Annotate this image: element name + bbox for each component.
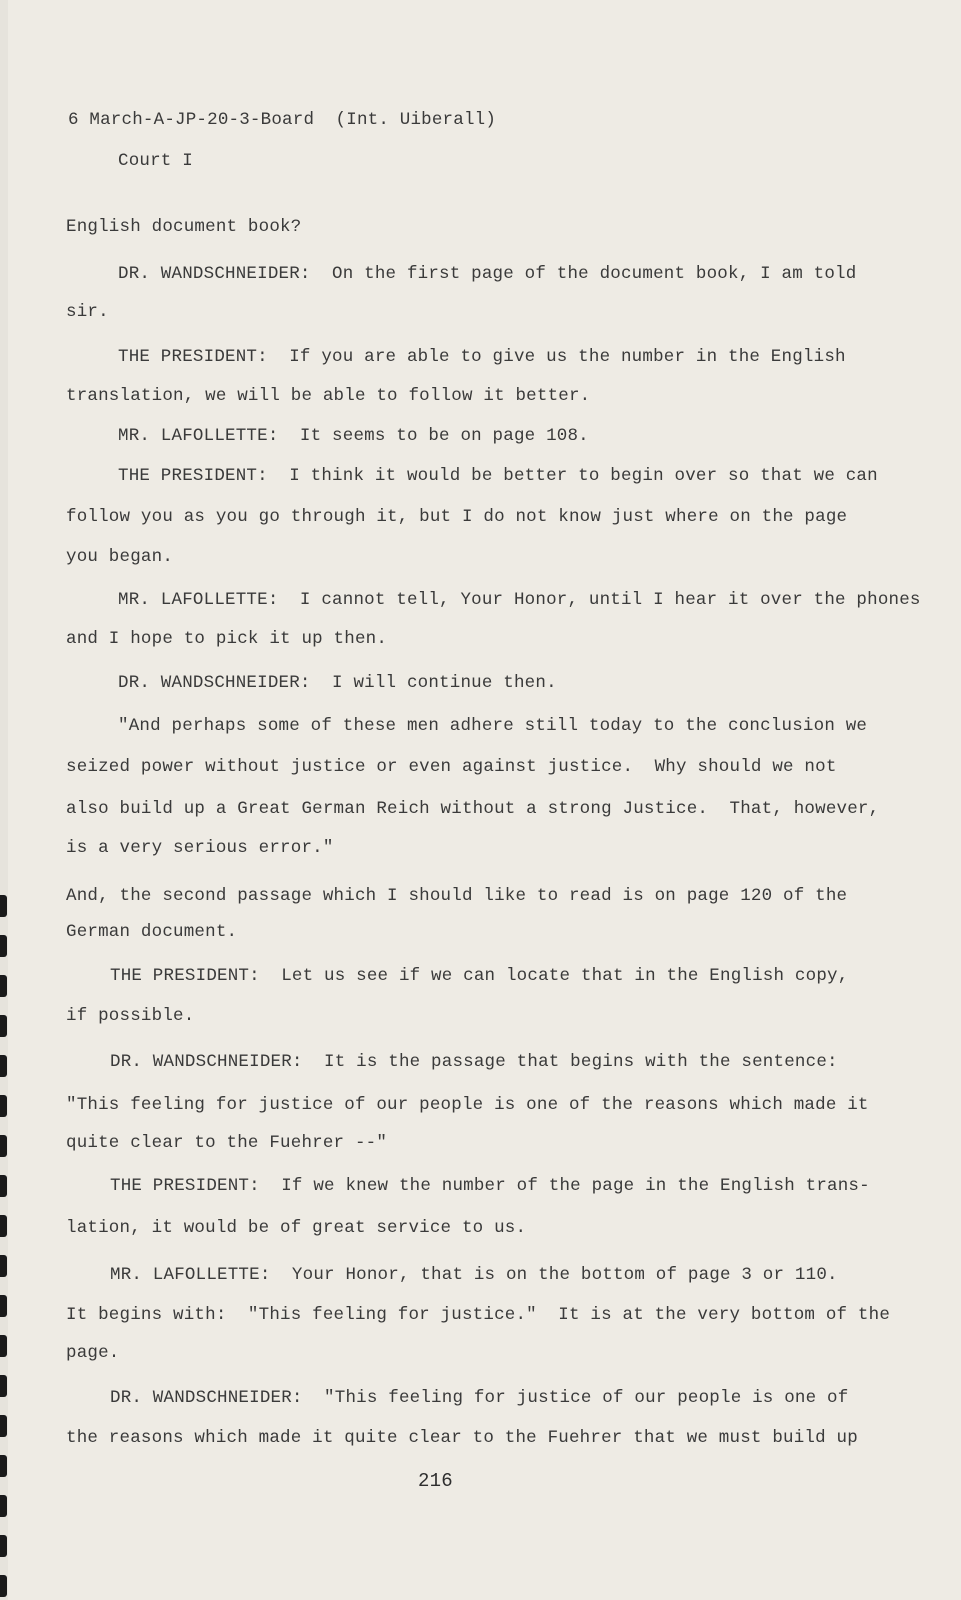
text-line: translation, we will be able to follow it better.	[66, 386, 591, 406]
text-line: lation, it would be of great service to us.	[66, 1218, 527, 1238]
text-line: English document book?	[66, 217, 302, 237]
text-line: the reasons which made it quite clear to the Fuehrer that we must build up	[66, 1428, 858, 1448]
binding-hole	[0, 1335, 7, 1357]
binding-hole	[0, 975, 7, 997]
text-line: seized power without justice or even against justice. Why should we not	[66, 757, 837, 777]
binding-hole	[0, 1575, 7, 1597]
text-line: THE PRESIDENT: I think it would be better to begin over so that we can	[118, 466, 878, 486]
text-line: DR. WANDSCHNEIDER: "This feeling for justice of our people is one of	[110, 1388, 849, 1408]
text-line: THE PRESIDENT: Let us see if we can locate that in the English copy,	[110, 966, 849, 986]
binding-hole	[0, 1095, 7, 1117]
text-line: German document.	[66, 922, 238, 942]
binding-hole	[0, 1375, 7, 1397]
text-line: DR. WANDSCHNEIDER: I will continue then.	[118, 673, 557, 693]
text-line: quite clear to the Fuehrer --"	[66, 1133, 388, 1153]
court-label: Court I	[118, 151, 193, 171]
binding-hole	[0, 1535, 7, 1557]
text-line: sir.	[66, 302, 109, 322]
binding-edge	[0, 0, 8, 1600]
text-line: MR. LAFOLLETTE: It seems to be on page 108.	[118, 426, 589, 446]
binding-hole	[0, 1415, 7, 1437]
text-line: if possible.	[66, 1006, 195, 1026]
binding-hole	[0, 895, 7, 917]
text-line: THE PRESIDENT: If we knew the number of the page in the English trans-	[110, 1176, 870, 1196]
binding-hole	[0, 1055, 7, 1077]
text-line: "And perhaps some of these men adhere still today to the conclusion we	[118, 716, 868, 736]
text-line: page.	[66, 1343, 120, 1363]
page-number: 216	[418, 1470, 453, 1492]
text-line: you began.	[66, 547, 174, 567]
binding-hole	[0, 1135, 7, 1157]
text-line: also build up a Great German Reich without a strong Justice. That, however,	[66, 799, 880, 819]
text-line: and I hope to pick it up then.	[66, 629, 388, 649]
text-line: And, the second passage which I should like to read is on page 120 of the	[66, 886, 848, 906]
binding-hole	[0, 1495, 7, 1517]
binding-hole	[0, 935, 7, 957]
text-line: THE PRESIDENT: If you are able to give us the number in the English	[118, 347, 846, 367]
text-line: MR. LAFOLLETTE: Your Honor, that is on the bottom of page 3 or 110.	[110, 1265, 838, 1285]
text-line: MR. LAFOLLETTE: I cannot tell, Your Honor, until I hear it over the phones	[118, 590, 921, 610]
header-line: 6 March-A-JP-20-3-Board (Int. Uiberall)	[68, 110, 497, 130]
binding-hole	[0, 1015, 7, 1037]
binding-hole	[0, 1455, 7, 1477]
text-line: DR. WANDSCHNEIDER: On the first page of the document book, I am told	[118, 264, 857, 284]
binding-hole	[0, 1255, 7, 1277]
binding-hole	[0, 1175, 7, 1197]
text-line: "This feeling for justice of our people is one of the reasons which made it	[66, 1095, 869, 1115]
text-line: It begins with: "This feeling for justice." It is at the very bottom of the	[66, 1305, 891, 1325]
binding-hole	[0, 1295, 7, 1317]
text-line: is a very serious error."	[66, 838, 334, 858]
binding-hole	[0, 1215, 7, 1237]
text-line: DR. WANDSCHNEIDER: It is the passage that begins with the sentence:	[110, 1052, 838, 1072]
text-line: follow you as you go through it, but I do not know just where on the page	[66, 507, 848, 527]
